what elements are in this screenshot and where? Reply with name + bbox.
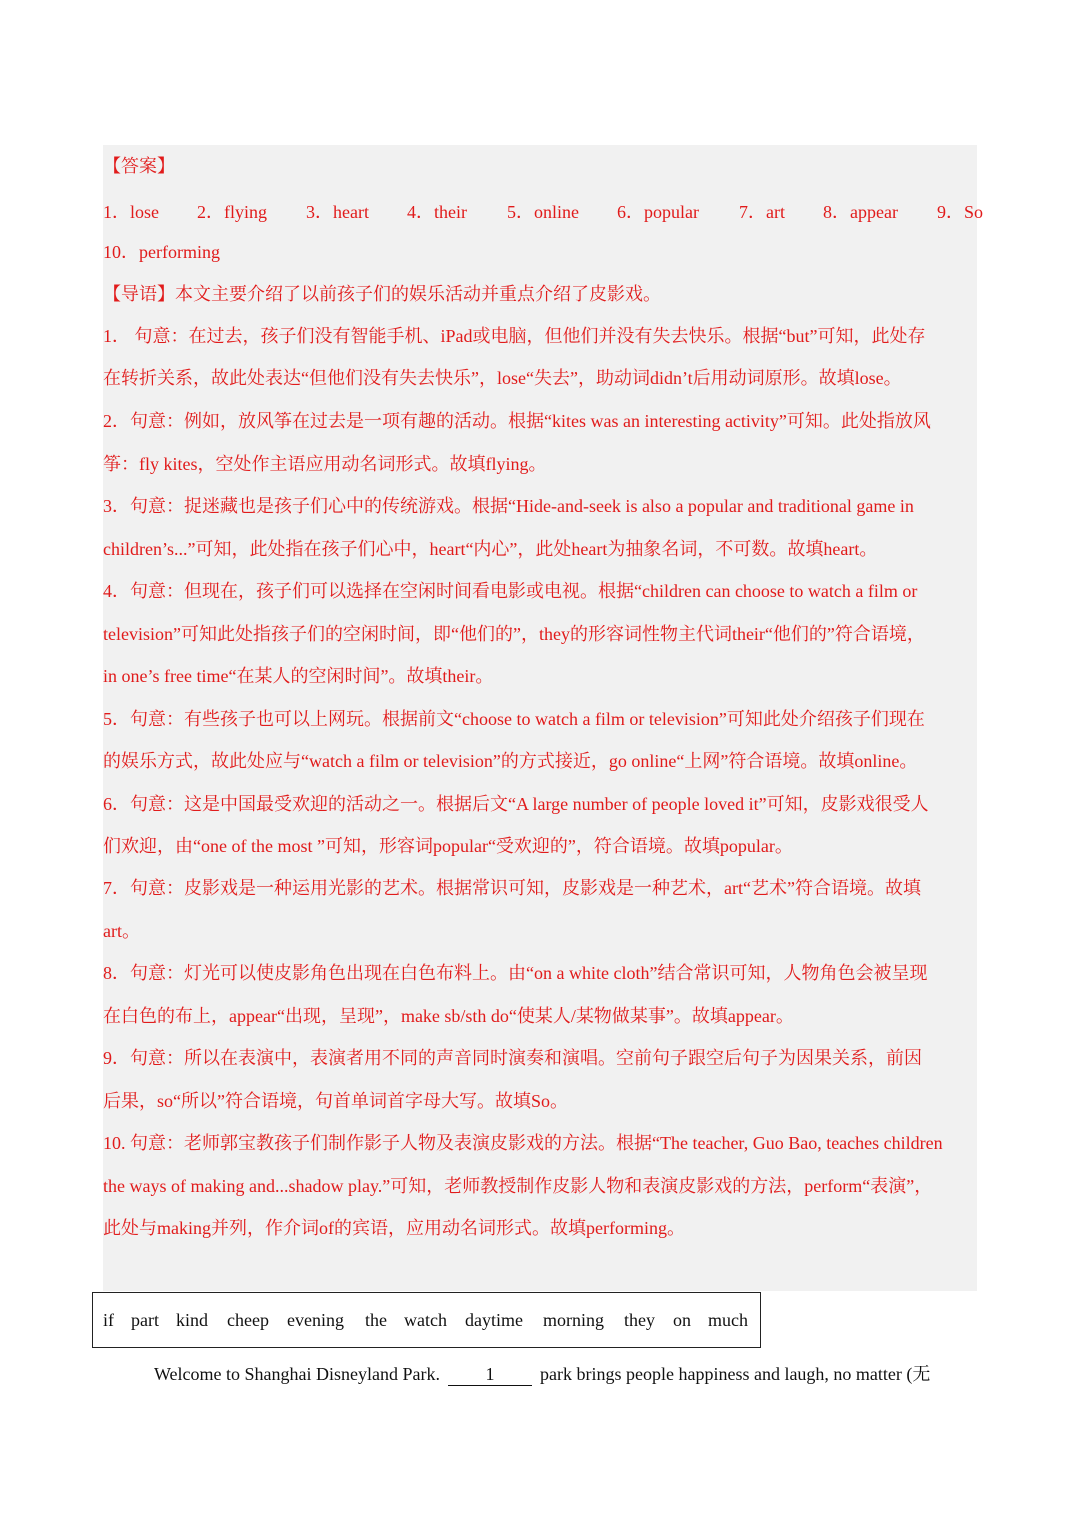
word-bank-box	[92, 1292, 761, 1348]
explanation-line: 9．句意：所以在表演中，表演者用不同的声音同时演奏和演唱。空前句子跟空后句子为因果关系，前因	[103, 1048, 922, 1068]
word-bank-item: they	[624, 1310, 655, 1330]
explanation-line: in one’s free time“在某人的空闲时间”。故填their。	[103, 666, 494, 686]
word-bank-item: kind	[176, 1310, 209, 1330]
passage-text-before: Welcome to Shanghai Disneyland Park.	[154, 1364, 440, 1384]
explanation-line: the ways of making and...shadow play.”可知，老师教授制作皮影人物和表演皮影戏的方法，perform“表演”，	[103, 1176, 933, 1196]
answer-item-10: 10．performing	[103, 242, 220, 262]
word-bank-item: if	[103, 1310, 114, 1330]
explanation-line: 在白色的布上，appear“出现，呈现”，make sb/sth do“使某人/某物做某事”。故填appear。	[103, 1006, 794, 1026]
passage-first-line	[154, 1360, 930, 1386]
word-bank-item: evening	[287, 1310, 344, 1330]
explanation-line: 5．句意：有些孩子也可以上网玩。根据前文“choose to watch a film or television”可知此处介绍孩子们现在	[103, 709, 925, 729]
explanation-line: art。	[103, 921, 140, 941]
passage-text-after: park brings people happiness and laugh, no matter (无	[540, 1364, 931, 1384]
explanation-line: 的娱乐方式，故此处应与“watch a film or television”的方式接近，go online“上网”符合语境。故填online。	[103, 751, 918, 771]
answer-item: 5．online	[507, 202, 579, 222]
guide-text: 【导语】本文主要介绍了以前孩子们的娱乐活动并重点介绍了皮影戏。	[103, 284, 661, 304]
explanation-line: 10. 句意：老师郭宝教孩子们制作影子人物及表演皮影戏的方法。根据“The teacher, Guo Bao, teaches children	[103, 1133, 943, 1153]
word-bank-item: the	[365, 1310, 387, 1330]
answer-item: 6．popular	[617, 202, 699, 222]
explanation-line: 7．句意：皮影戏是一种运用光影的艺术。根据常识可知，皮影戏是一种艺术，art“艺术”符合语境。故填	[103, 878, 921, 898]
answer-item: 8．appear	[823, 202, 898, 222]
explanation-line: 后果，so“所以”符合语境，句首单词首字母大写。故填So。	[103, 1091, 568, 1111]
answer-item: 7．art	[739, 202, 785, 222]
word-bank-item: watch	[404, 1310, 447, 1330]
explanation-line: 筝：fly kites，空处作主语应用动名词形式。故填flying。	[103, 454, 547, 474]
explanation-line: 在转折关系，故此处表达“但他们没有失去快乐”，lose“失去”，助动词didn’t后用动词原形。故填lose。	[103, 368, 902, 388]
blank-1[interactable]: 1	[448, 1364, 532, 1386]
explanation-line: 此处与making并列，作介词of的宾语，应用动名词形式。故填performing。	[103, 1218, 685, 1238]
word-bank-item: cheep	[227, 1310, 269, 1330]
word-bank-item: part	[131, 1310, 159, 1330]
answer-item: 1．lose	[103, 202, 159, 222]
answer-item: 4．their	[407, 202, 467, 222]
word-bank-item: daytime	[465, 1310, 523, 1330]
word-bank-item: much	[708, 1310, 748, 1330]
answer-item: 9．So	[937, 202, 984, 222]
word-bank-item: morning	[543, 1310, 604, 1330]
explanation-line: 2．句意：例如，放风筝在过去是一项有趣的活动。根据“kites was an interesting activity”可知。此处指放风	[103, 411, 931, 431]
explanation-line: 8．句意：灯光可以使皮影角色出现在白色布料上。由“on a white cloth”结合常识可知，人物角色会被呈现	[103, 963, 928, 983]
explanation-line: 3．句意：捉迷藏也是孩子们心中的传统游戏。根据“Hide-and-seek is also a popular and traditional game in	[103, 496, 914, 516]
answer-item: 2．flying	[197, 202, 267, 222]
explanation-line: children’s...”可知，此处指在孩子们心中，heart“内心”，此处heart为抽象名词，不可数。故填heart。	[103, 539, 878, 559]
answer-item: 3．heart	[306, 202, 369, 222]
explanation-line: 1． 句意：在过去，孩子们没有智能手机、iPad或电脑，但他们并没有失去快乐。根据“but”可知，此处存	[103, 326, 926, 346]
explanation-line: 6．句意：这是中国最受欢迎的活动之一。根据后文“A large number of people loved it”可知，皮影戏很受人	[103, 794, 929, 814]
explanation-line: 4．句意：但现在，孩子们可以选择在空闲时间看电影或电视。根据“children can choose to watch a film or	[103, 581, 918, 601]
explanation-line: 们欢迎，由“one of the most ”可知，形容词popular“受欢迎的”，符合语境。故填popular。	[103, 836, 793, 856]
word-bank-item: on	[673, 1310, 691, 1330]
answer-header: 【答案】	[103, 156, 175, 176]
explanation-line: television”可知此处指孩子们的空闲时间，即“他们的”，they的形容词性物主代词their“他们的”符合语境，	[103, 624, 925, 644]
answer-list	[103, 198, 984, 222]
